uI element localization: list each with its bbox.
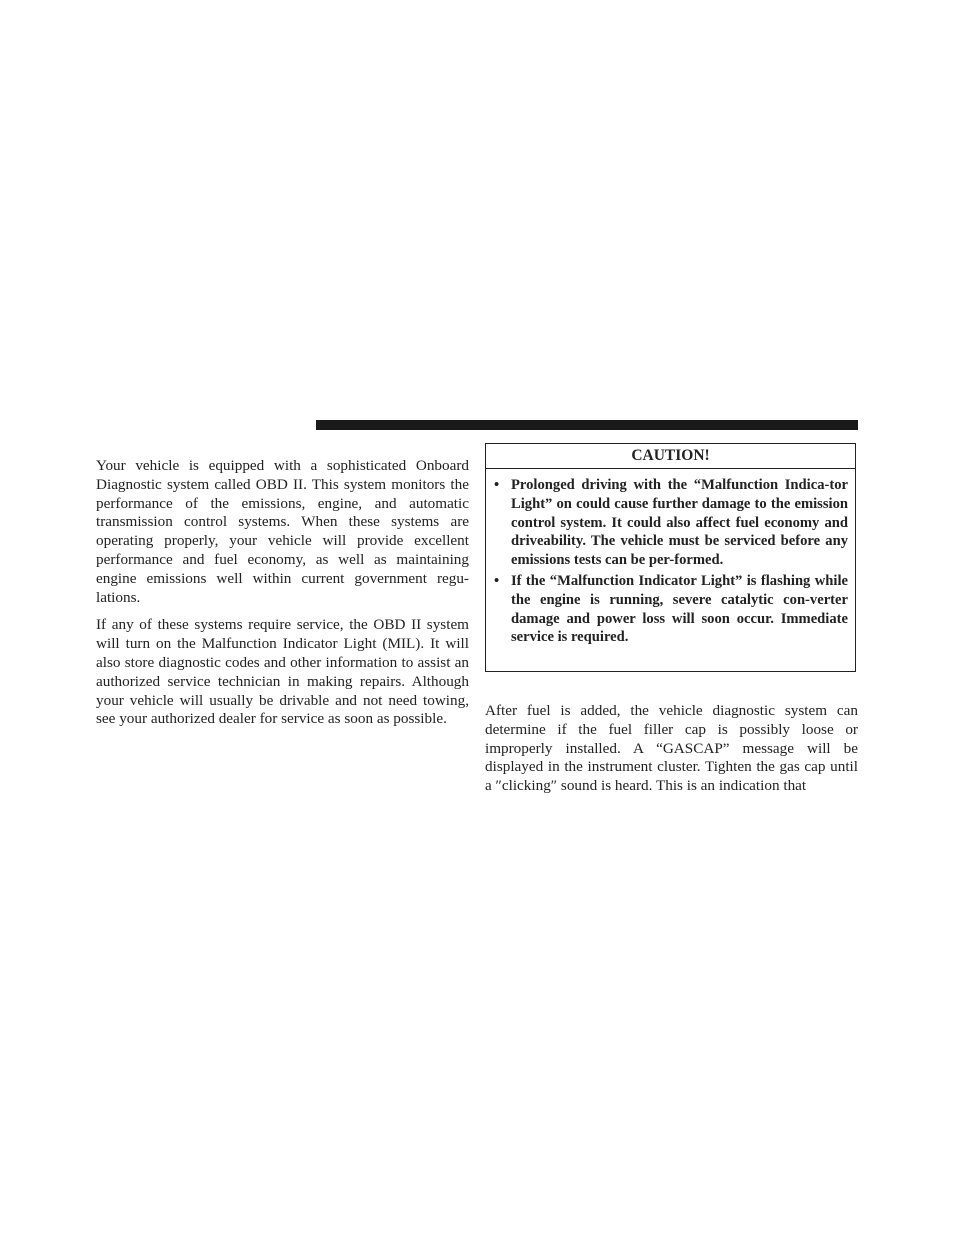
obd-intro-column [96, 457, 469, 738]
caution-item-text: If the “Malfunction Indicator Light” is flashing while the engine is running, severe catalytic con-verter damage and power loss will soon occur. Immediate service is required. [511, 572, 848, 646]
caution-item [494, 572, 848, 647]
caution-title: CAUTION! [486, 444, 855, 469]
caution-item-text: Prolonged driving with the “Malfunction Indica-tor Light” on could cause further damage to the emission control system. It could also affect fuel economy and driveability. The vehicle must be serviced before any emissions tests can be per-formed. [511, 477, 848, 569]
bullet-icon: • [494, 572, 500, 589]
gascap-paragraph: After fuel is added, the vehicle diagnostic system can determine if the fuel filler cap is possibly loose or improperly installed. A “GASCAP” message will be displayed in the instrument cluster. Tighten the gas cap until a ″clicking″ sound is heard. This is an indication that [485, 702, 858, 795]
gascap-column [485, 702, 858, 796]
obd-paragraph-1: Your vehicle is equipped with a sophisticated Onboard Diagnostic system called OBD II. This system monitors the performance of the emissions, engine, and automatic transmission control systems. When these systems are operating properly, your vehicle will provide excellent performance and fuel economy, as well as maintaining engine emissions well within current government regu-lations. [96, 457, 469, 606]
caution-item [494, 476, 848, 570]
section-header-bar [316, 420, 858, 430]
caution-box [485, 443, 856, 672]
obd-paragraph-2: If any of these systems require service, the OBD II system will turn on the Malfunction Indicator Light (MIL). It will also store diagnostic codes and other information to assist an authorized service technician in making repairs. Although your vehicle will usually be drivable and not need towing, see your authorized dealer for service as soon as possible. [96, 616, 469, 728]
caution-list [486, 469, 855, 647]
bullet-icon: • [494, 477, 500, 493]
